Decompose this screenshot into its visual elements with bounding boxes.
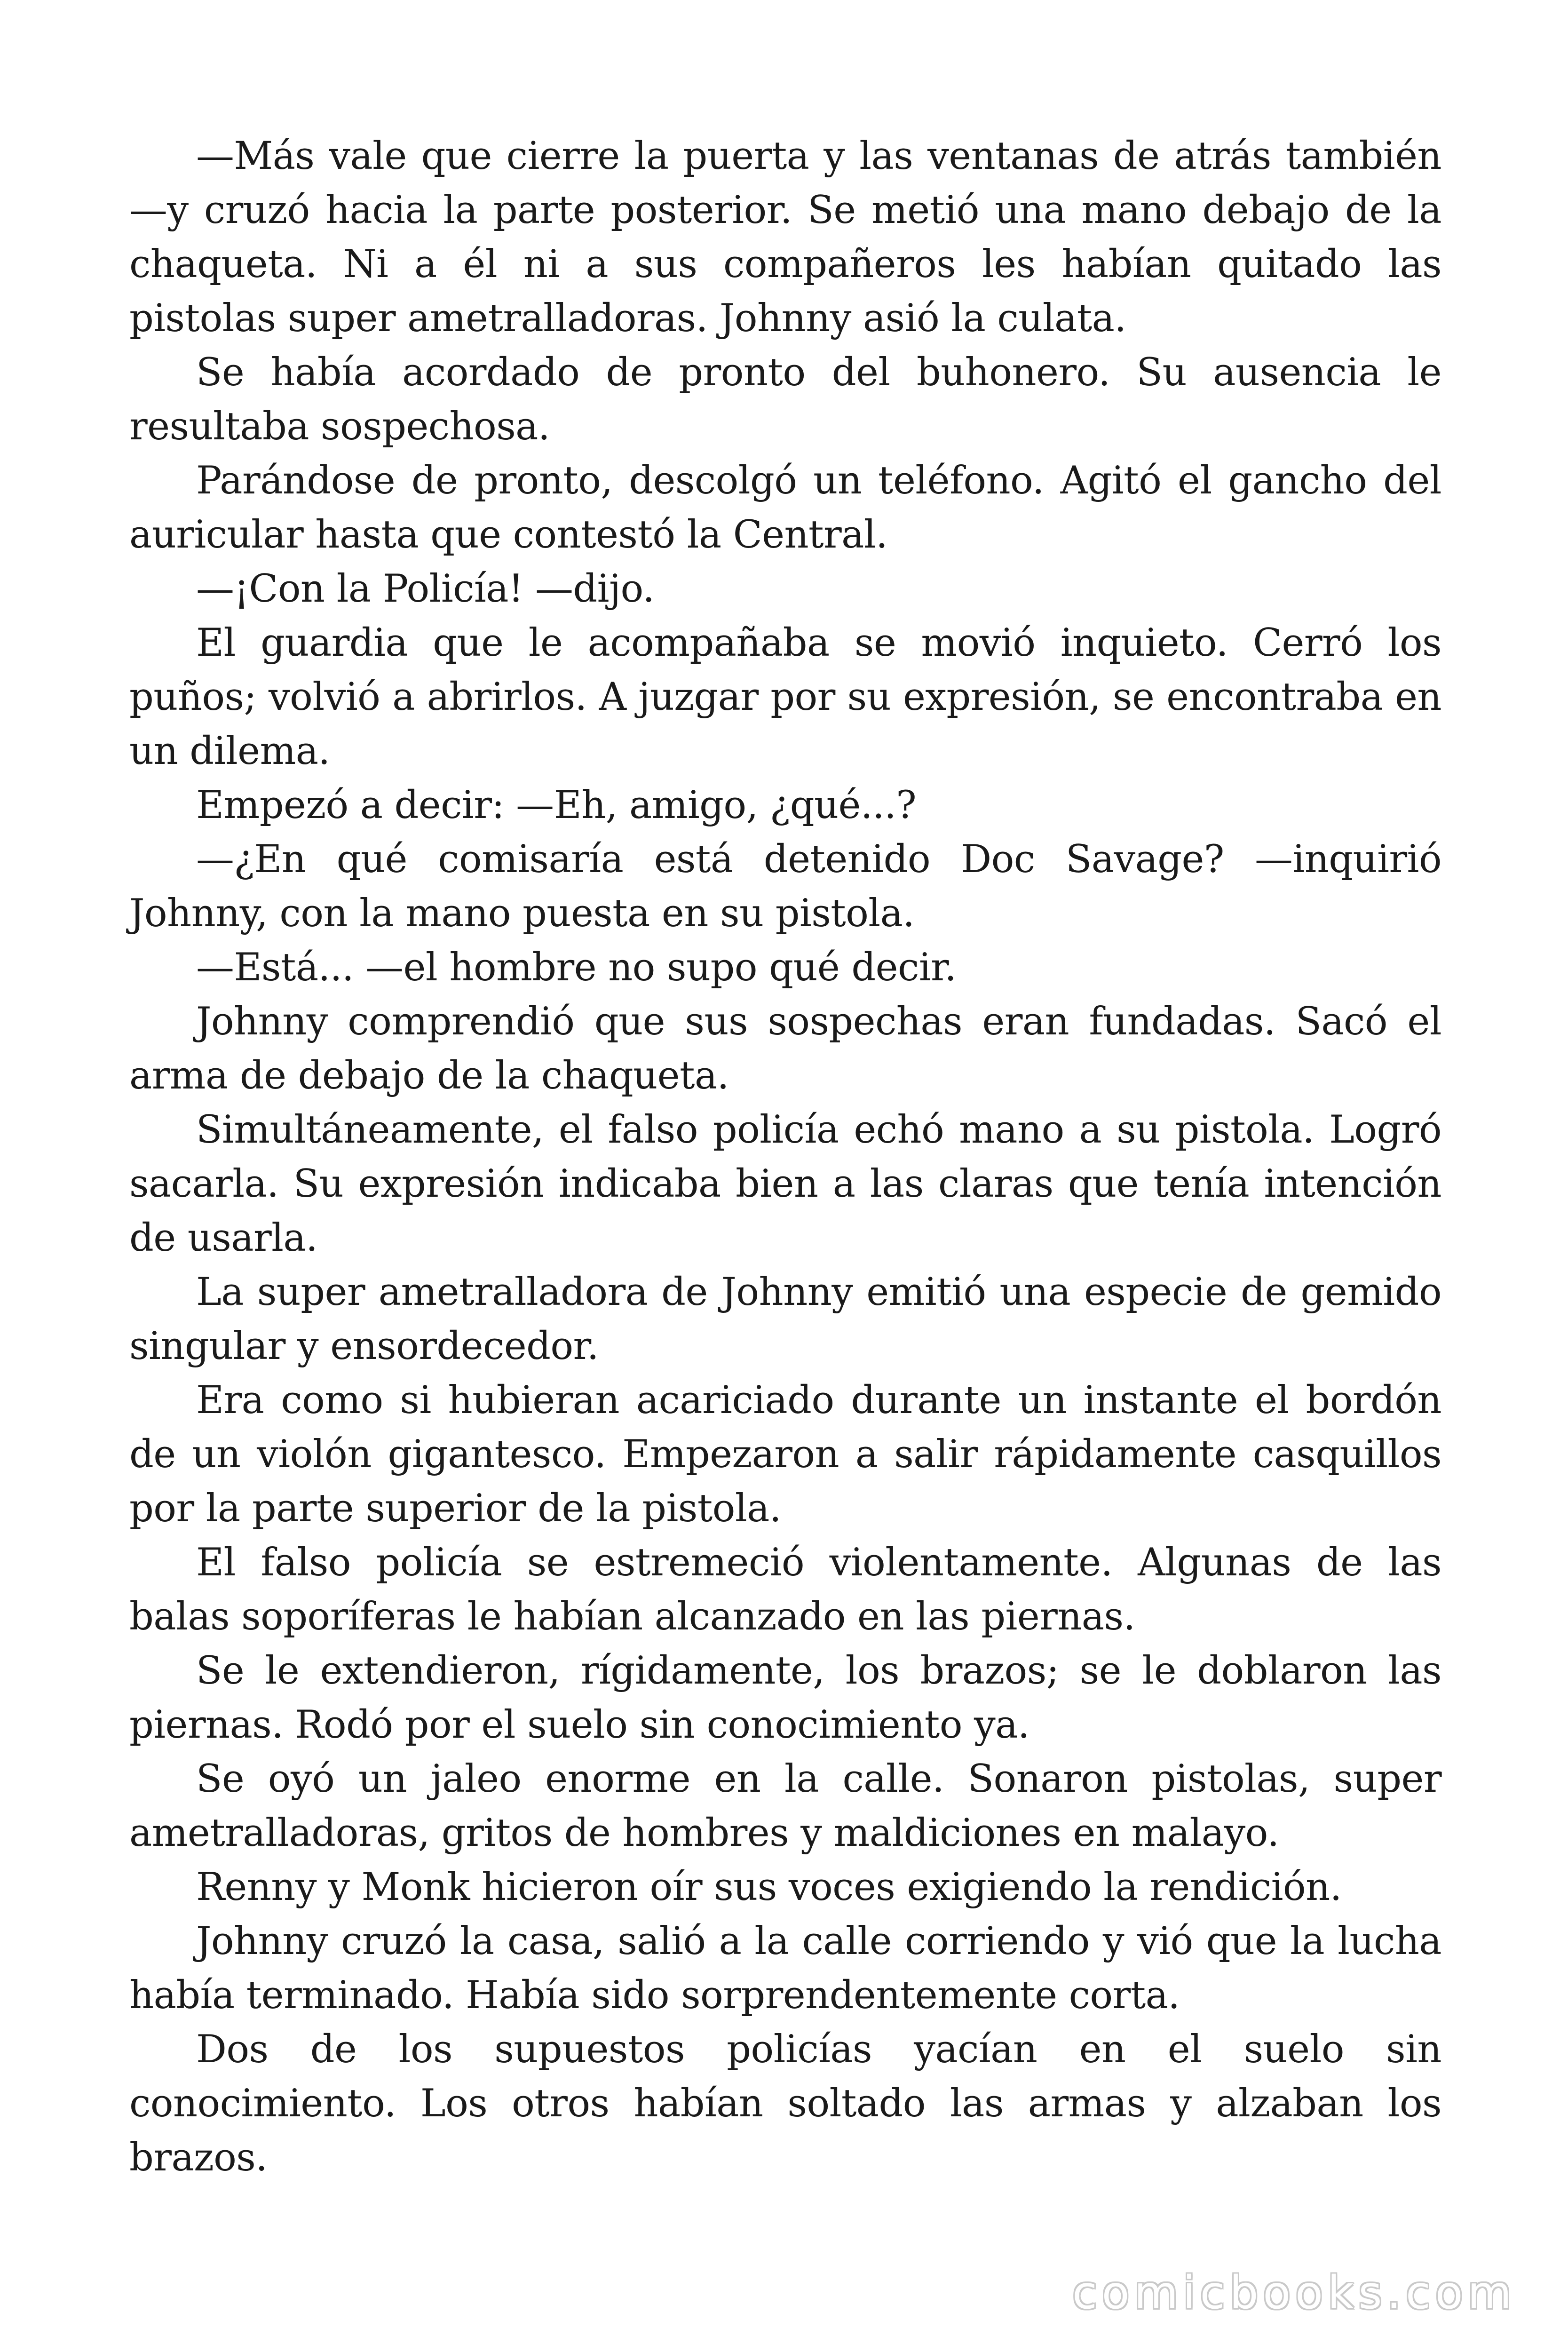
paragraph: Empezó a decir: —Eh, amigo, ¿qué...?: [196, 783, 917, 827]
paragraph: Johnny cruzó la casa, salió a la calle corriendo y vió que la lucha había terminado. Había sido sorprendentemente corta.: [129, 1919, 1441, 2018]
paragraph: —Está... —el hombre no supo qué decir.: [196, 946, 957, 990]
page-body: [129, 129, 1441, 2185]
watermark: comicbooks.com: [1072, 2266, 1516, 2319]
paragraph: Johnny comprendió que sus sospechas eran fundadas. Sacó el arma de debajo de la chaqueta.: [129, 1000, 1441, 1098]
paragraph: El falso policía se estremeció violentamente. Algunas de las balas soporíferas le habían alcanzado en las piernas.: [129, 1541, 1441, 1639]
paragraph: El guardia que le acompañaba se movió inquieto. Cerró los puños; volvió a abrirlos. A juzgar por su expresión, se encontraba en un dilema.: [129, 621, 1441, 773]
paragraph: Parándose de pronto, descolgó un teléfono. Agitó el gancho del auricular hasta que contestó la Central.: [129, 459, 1441, 557]
paragraph: Simultáneamente, el falso policía echó mano a su pistola. Logró sacarla. Su expresión indicaba bien a las claras que tenía intención de usarla.: [129, 1108, 1441, 1260]
paragraph: Dos de los supuestos policías yacían en el suelo sin conocimiento. Los otros habían soltado las armas y alzaban los brazos.: [129, 2027, 1441, 2180]
paragraph: La super ametralladora de Johnny emitió una especie de gemido singular y ensordecedor.: [129, 1270, 1441, 1368]
paragraph: Se había acordado de pronto del buhonero. Su ausencia le resultaba sospechosa.: [129, 350, 1441, 449]
paragraph: —¿En qué comisaría está detenido Doc Savage? —inquirió Johnny, con la mano puesta en su pistola.: [129, 837, 1441, 936]
paragraph: Era como si hubieran acariciado durante un instante el bordón de un violón gigantesco. Empezaron a salir rápidamente casquillos por la parte superior de la pistola.: [129, 1378, 1441, 1531]
paragraph: —Más vale que cierre la puerta y las ventanas de atrás también —y cruzó hacia la parte posterior. Se metió una mano debajo de la chaqueta. Ni a él ni a sus compañeros les habían quitado las pistolas super ametralladoras. Johnny asió la culata.: [129, 134, 1441, 341]
paragraph: —¡Con la Policía! —dijo.: [196, 567, 655, 611]
paragraph: Se oyó un jaleo enorme en la calle. Sonaron pistolas, super ametralladoras, gritos de hombres y maldiciones en malayo.: [129, 1757, 1441, 1855]
paragraph: Renny y Monk hicieron oír sus voces exigiendo la rendición.: [196, 1865, 1342, 1909]
paragraph: Se le extendieron, rígidamente, los brazos; se le doblaron las piernas. Rodó por el suelo sin conocimiento ya.: [129, 1649, 1441, 1747]
